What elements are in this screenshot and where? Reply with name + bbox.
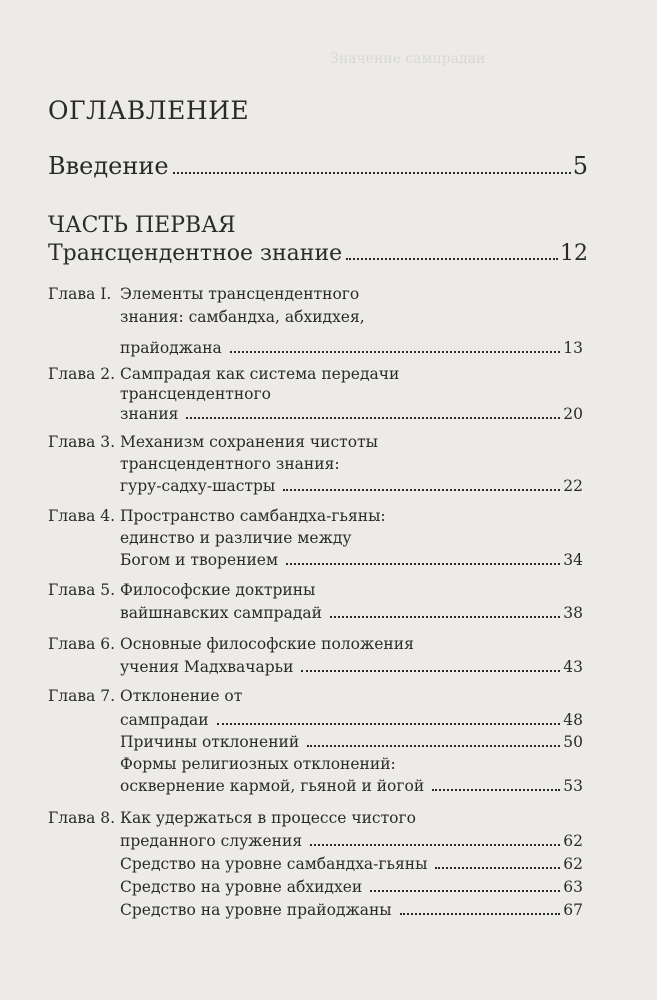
- subsection-title: осквернение кармой, гьяной и йогой: [120, 777, 425, 795]
- toc-entry-chapter-2[interactable]: [48, 364, 583, 424]
- chapter-page-number: 20: [563, 405, 583, 423]
- subsection-title: Причины отклонений: [120, 733, 300, 751]
- subsection-title-line: Формы религиозных отклонений:: [120, 755, 396, 773]
- chapter-label: Глава I.: [48, 285, 112, 303]
- dot-leader: [186, 417, 560, 419]
- toc-entry-intro[interactable]: [48, 152, 588, 180]
- dot-leader: [310, 844, 560, 846]
- toc-entry-chapter-3[interactable]: [48, 432, 583, 496]
- chapter-label: Глава 4.: [48, 507, 116, 525]
- subsection-page-number: 63: [563, 878, 583, 896]
- subsection-title: Средство на уровне прайоджаны: [120, 901, 392, 919]
- chapter-label: Глава 7.: [48, 687, 116, 705]
- part-page-number: 12: [560, 241, 588, 266]
- toc-entry-chapter-4[interactable]: [48, 506, 583, 570]
- chapter-title-line: знания: самбандха, абхидхея,: [120, 308, 365, 326]
- chapter-title-line: Механизм сохранения чистоты: [120, 433, 378, 451]
- chapter-label: Глава 5.: [48, 581, 116, 599]
- chapter-title-line: единство и различие между: [120, 529, 352, 547]
- chapter-page-number: 34: [563, 551, 583, 569]
- part-title: Трансцендентное знание: [48, 241, 343, 266]
- chapter-page-number: 62: [563, 832, 583, 850]
- dot-leader: [173, 172, 571, 174]
- part-label: ЧАСТЬ ПЕРВАЯ: [48, 213, 236, 238]
- chapter-page-number: 38: [563, 604, 583, 622]
- chapter-label: Глава 6.: [48, 635, 116, 653]
- dot-leader: [432, 789, 560, 791]
- chapter-title-line: Отклонение от: [120, 687, 243, 705]
- dot-leader: [435, 867, 560, 869]
- intro-page-number: 5: [572, 152, 588, 180]
- chapter-title-line: Элементы трансцендентного: [120, 285, 360, 303]
- dot-leader: [286, 563, 560, 565]
- subsection-entry[interactable]: [120, 776, 583, 796]
- subsection-title: Средство на уровне абхидхеи: [120, 878, 363, 896]
- chapter-title-line: вайшнавских сампрадай: [120, 604, 322, 622]
- chapter-title-line: Основные философские положения: [120, 635, 414, 653]
- chapter-page-number: 48: [563, 711, 583, 729]
- dot-leader: [217, 723, 561, 725]
- dot-leader: [230, 351, 560, 353]
- dot-leader: [346, 258, 558, 260]
- chapter-title-line: сампрадаи: [120, 711, 209, 729]
- toc-title: ОГЛАВЛЕНИЕ: [48, 96, 250, 125]
- subsection-page-number: 53: [563, 777, 583, 795]
- chapter-label: Глава 2.: [48, 365, 116, 383]
- chapter-title-line: гуру-садху-шастры: [120, 477, 276, 495]
- chapter-title-line: знания: [120, 405, 179, 423]
- subsection-page-number: 67: [563, 901, 583, 919]
- dot-leader: [283, 489, 560, 491]
- toc-entry-part-one[interactable]: [48, 241, 588, 266]
- chapter-title-line: трансцендентного знания:: [120, 455, 340, 473]
- chapter-title-line: Сампрадая как система передачи: [120, 365, 400, 383]
- toc-entry-chapter-5[interactable]: [48, 580, 583, 623]
- subsection-entry[interactable]: [120, 732, 583, 752]
- dot-leader: [330, 616, 560, 618]
- chapter-title-line: Философские доктрины: [120, 581, 316, 599]
- toc-entry-chapter-8[interactable]: [48, 808, 583, 920]
- subsection-entry[interactable]: [120, 854, 583, 874]
- chapter-page-number: 43: [563, 658, 583, 676]
- dot-leader: [307, 745, 560, 747]
- chapter-page-number: 13: [563, 339, 583, 357]
- subsection-page-number: 50: [563, 733, 583, 751]
- chapter-title-line: Как удержаться в процессе чистого: [120, 809, 416, 827]
- subsection-page-number: 62: [563, 855, 583, 873]
- toc-entry-chapter-1[interactable]: [48, 284, 583, 358]
- toc-entry-chapter-6[interactable]: [48, 634, 583, 677]
- subsection-title: Средство на уровне самбандха-гьяны: [120, 855, 428, 873]
- toc-entry-chapter-7[interactable]: [48, 686, 583, 796]
- intro-label: Введение: [48, 152, 169, 180]
- bleed-through-text: Значение сампрадаи: [330, 51, 486, 67]
- dot-leader: [400, 913, 561, 915]
- dot-leader: [301, 670, 560, 672]
- chapter-title-line: прайоджана: [120, 339, 222, 357]
- chapter-label: Глава 3.: [48, 433, 116, 451]
- chapter-title-line: учения Мадхвачарьи: [120, 658, 294, 676]
- chapter-title-line: Богом и творением: [120, 551, 279, 569]
- chapter-title-line: преданного служения: [120, 832, 303, 850]
- chapter-label: Глава 8.: [48, 809, 116, 827]
- chapter-title-line: трансцендентного: [120, 385, 271, 403]
- subsection-entry[interactable]: [120, 877, 583, 897]
- dot-leader: [370, 890, 560, 892]
- chapter-title-line: Пространство самбандха-гьяны:: [120, 507, 386, 525]
- chapter-page-number: 22: [563, 477, 583, 495]
- subsection-entry[interactable]: [120, 900, 583, 920]
